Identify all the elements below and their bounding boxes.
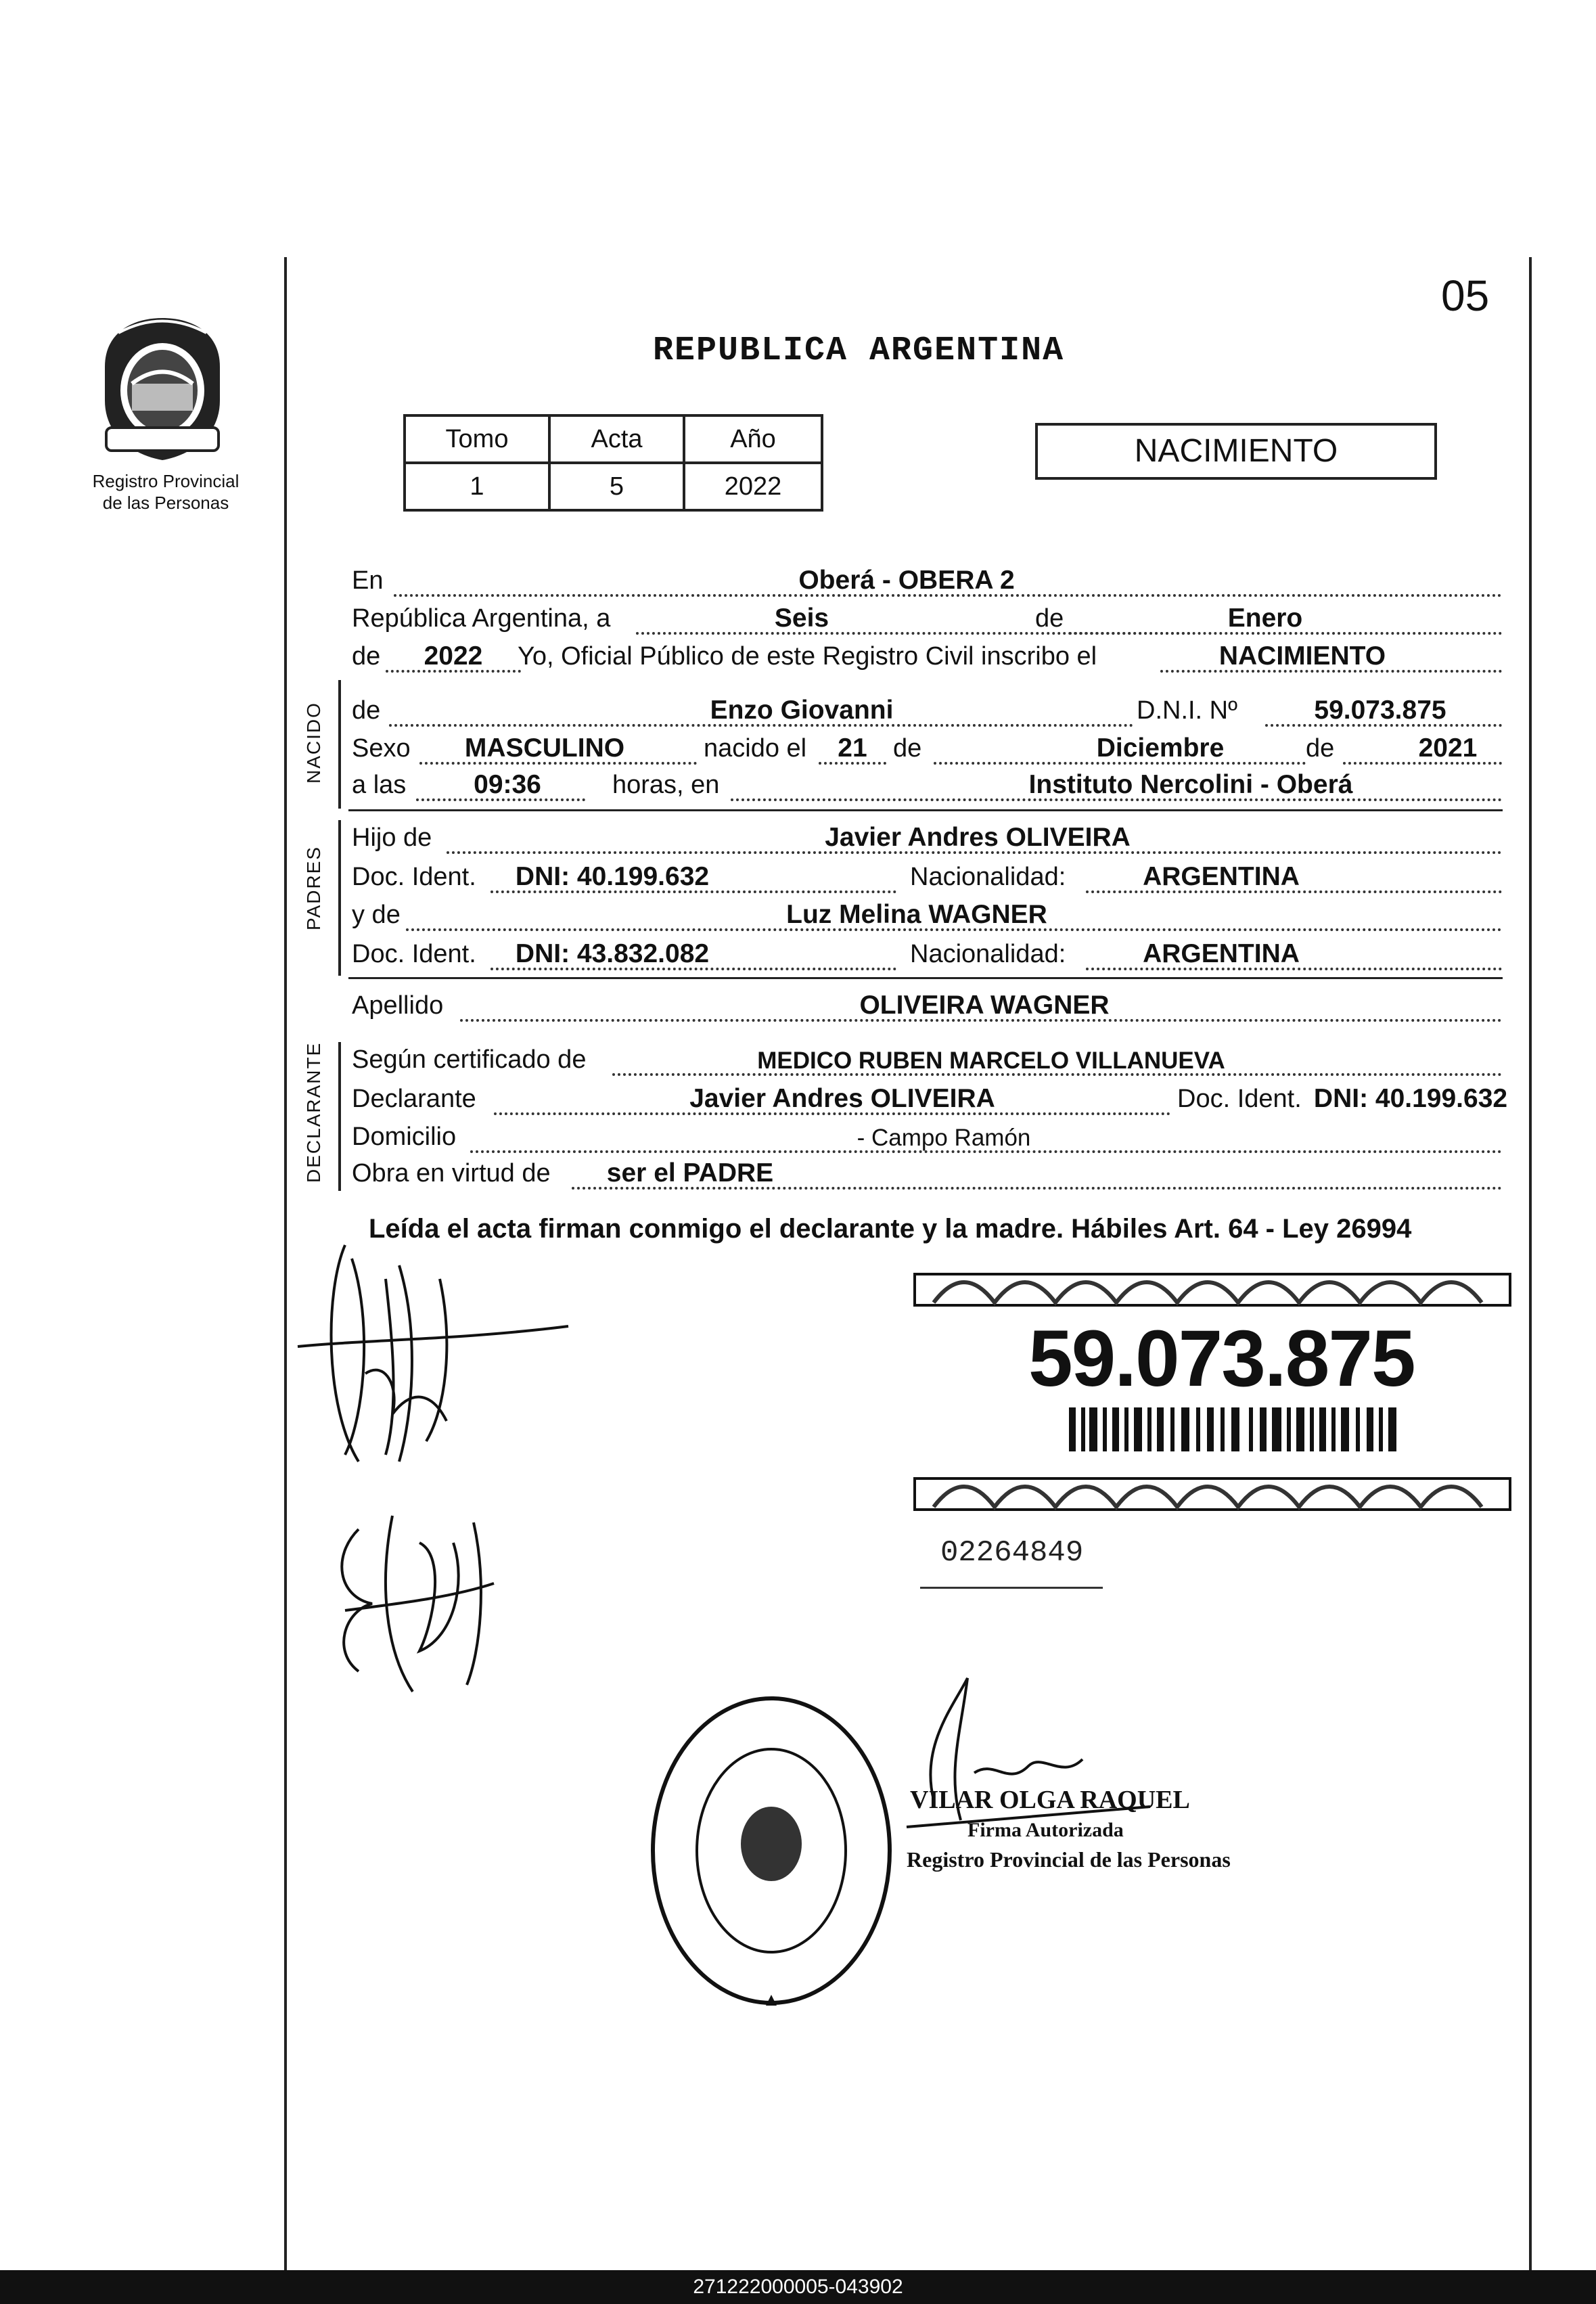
line-declarant: Declarante Javier Andres OLIVEIRA Doc. Ident. DNI: 40.199.632 [352, 1080, 1502, 1118]
registry-header-ano: Año [684, 415, 822, 463]
right-margin-line [1529, 257, 1532, 2270]
line-address: Domicilio - Campo Ramón [352, 1118, 1502, 1156]
certificate-value: MEDICO RUBEN MARCELO VILLANUEVA [757, 1047, 1225, 1074]
declarant-doc-value: DNI: 40.199.632 [1313, 1084, 1508, 1113]
registry-table [403, 414, 823, 512]
line-father-doc: Doc. Ident. DNI: 40.199.632 Nacionalidad: ARGENTINA [352, 858, 1502, 896]
line-date: República Argentina, a Seis de Enero [352, 600, 1502, 637]
page-number: 05 [1441, 271, 1490, 320]
birth-day-value: 21 [838, 733, 867, 763]
country-title: REPUBLICA ARGENTINA [653, 332, 1065, 370]
barcode [1069, 1407, 1400, 1451]
label-serial-number: 02264849 [940, 1536, 1084, 1570]
dni-large-number: 59.073.875 [1028, 1314, 1415, 1403]
official-seal [646, 1692, 896, 2010]
closing-statement: Leída el acta firman conmigo el declarante y la madre. Hábiles Art. 64 - Ley 26994 [369, 1214, 1412, 1244]
place-value: Oberá - OBERA 2 [798, 566, 1015, 595]
line-surname: Apellido OLIVEIRA WAGNER [352, 987, 1502, 1024]
line-certificate: Según certificado de MEDICO RUBEN MARCELO VILLANUEVA [352, 1041, 1502, 1079]
padres-section-bar [338, 820, 341, 976]
line-reason: Obra en virtud de ser el PADRE [352, 1154, 1502, 1192]
year-value: 2022 [424, 641, 483, 671]
registry-header-tomo: Tomo [405, 415, 549, 463]
father-name-value: Javier Andres OLIVEIRA [825, 823, 1131, 852]
line-mother: y de Luz Melina WAGNER [352, 896, 1502, 934]
mother-nationality-value: ARGENTINA [1143, 939, 1300, 968]
serial-underline [920, 1587, 1103, 1589]
registry-value-ano: 2022 [684, 463, 822, 510]
birth-place-value: Instituto Nercolini - Oberá [1028, 770, 1353, 799]
declarante-section-bar [338, 1042, 341, 1191]
birth-month-value: Diciembre [1096, 733, 1225, 763]
declarant-name-value: Javier Andres OLIVEIRA [689, 1084, 995, 1113]
nacido-section-bar [338, 680, 341, 809]
padres-section-label: PADRES [303, 845, 324, 930]
act-type-value: NACIMIENTO [1218, 641, 1386, 671]
declarant-signature [284, 1238, 582, 1475]
document-type-box: NACIMIENTO [1035, 423, 1437, 480]
official-name: VILAR OLGA RAQUEL [910, 1786, 1190, 1814]
line-father: Hijo de Javier Andres OLIVEIRA [352, 819, 1502, 857]
surname-value: OLIVEIRA WAGNER [859, 991, 1110, 1020]
day-value: Seis [774, 604, 829, 633]
sex-value: MASCULINO [464, 733, 625, 763]
line-mother-doc: Doc. Ident. DNI: 43.832.082 Nacionalidad: ARGENTINA [352, 935, 1502, 973]
section-divider [348, 809, 1503, 811]
line-nacido-name: de Enzo Giovanni D.N.I. Nº 59.073.875 [352, 692, 1502, 729]
registry-value-acta: 5 [549, 463, 684, 510]
birth-time-value: 09:36 [474, 770, 541, 799]
nacido-section-label: NACIDO [303, 702, 324, 784]
document-id-footer: 271222000005-043902 [0, 2270, 1596, 2304]
mother-doc-value: DNI: 43.832.082 [515, 939, 710, 968]
line-nacido-sex: Sexo MASCULINO nacido el 21 de Diciembre de 2021 [352, 729, 1502, 767]
father-nationality-value: ARGENTINA [1143, 862, 1300, 891]
line-nacido-time: a las 09:36 horas, en Instituto Nercolini - Oberá [352, 766, 1502, 804]
declarante-section-label: DECLARANTE [303, 1041, 324, 1183]
registry-header-acta: Acta [549, 415, 684, 463]
child-dni-value: 59.073.875 [1314, 696, 1446, 725]
security-band-top [913, 1269, 1515, 1309]
mother-signature [318, 1502, 521, 1705]
line-place: En Oberá - OBERA 2 [352, 562, 1502, 600]
address-value: - Campo Ramón [857, 1125, 1031, 1151]
reason-value: ser el PADRE [606, 1158, 774, 1188]
registry-value-tomo: 1 [405, 463, 549, 510]
mother-name-value: Luz Melina WAGNER [786, 900, 1047, 929]
child-name-value: Enzo Giovanni [710, 696, 894, 725]
month-value: Enero [1227, 604, 1303, 633]
official-title: Firma Autorizada [967, 1819, 1124, 1841]
line-year: de 2022 Yo, Oficial Público de este Registro Civil inscribo el NACIMIENTO [352, 637, 1502, 675]
logo-caption: Registro Provincial de las Personas [92, 471, 240, 513]
official-institution: Registro Provincial de las Personas [907, 1847, 1231, 1872]
birth-year-value: 2021 [1418, 733, 1478, 763]
security-band-bottom [913, 1465, 1515, 1512]
father-doc-value: DNI: 40.199.632 [515, 862, 710, 891]
misiones-shield-logo [91, 313, 233, 465]
section-divider [348, 977, 1503, 979]
